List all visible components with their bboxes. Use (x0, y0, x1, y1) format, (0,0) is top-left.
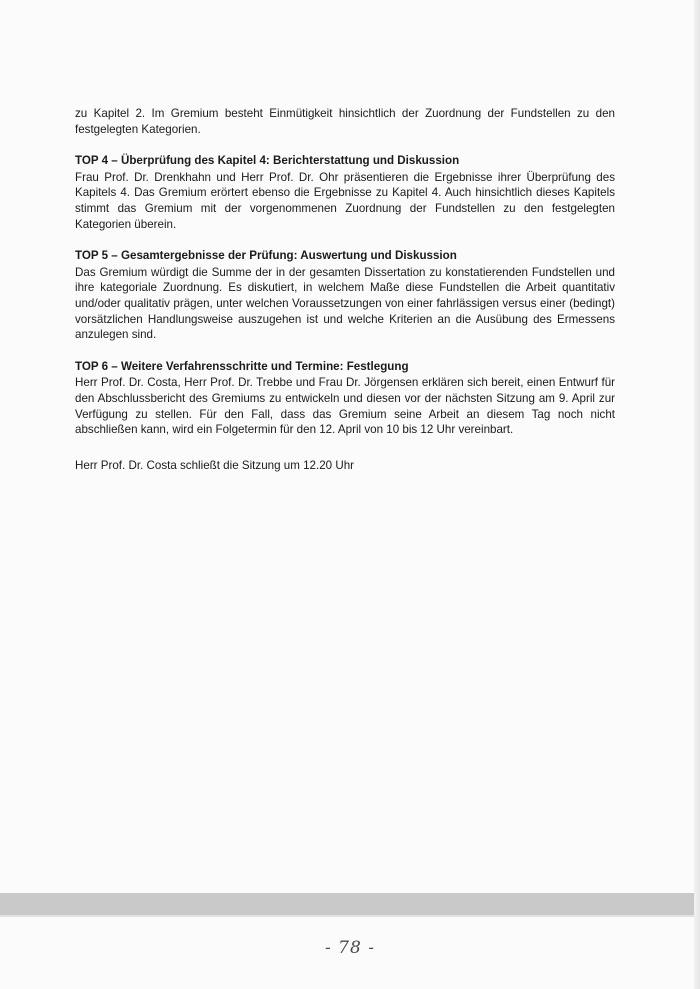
closing-statement: Herr Prof. Dr. Costa schließt die Sitzung um 12.20 Uhr (75, 458, 355, 472)
section-top-5 (75, 248, 615, 343)
section-top-6 (75, 359, 615, 438)
handwritten-page-number: - 78 - (325, 938, 375, 958)
intro-paragraph: zu Kapitel 2. Im Gremium besteht Einmütigkeit hinsichtlich der Zuordnung der Fundstellen zu den festgelegten Kategorien. (75, 107, 615, 136)
section-body: Das Gremium würdigt die Summe der in der gesamten Dissertation zu konstatierenden Fundstellen und ihre kategoriale Zuordnung. Es diskutiert, in welchem Maße diese Fundstellen die Arbeit quantitativ und/oder qualitativ prägen, unter welchen Voraussetzungen von einer fahrlässigen versus einer (bedingt) vorsätzlichen Handlungsweise auszugehen ist und welche Kriterien an die Ausübung des Ermessens anzulegen sind. (75, 265, 615, 342)
section-heading: TOP 6 – Weitere Verfahrensschritte und Termine: Festlegung (75, 359, 409, 373)
section-top-4 (75, 153, 615, 232)
section-heading: TOP 5 – Gesamtergebnisse der Prüfung: Auswertung und Diskussion (75, 249, 457, 263)
section-body: Frau Prof. Dr. Drenkhahn und Herr Prof. Dr. Ohr präsentieren die Ergebnisse ihrer Überprüfung des Kapitels 4. Das Gremium erörtert ebenso die Ergebnisse zu Kapitel 4. Auch hinsichtlich dieses Kapitels stimmt das Gremium mit der vorgenommenen Zuordnung der Fundstellen zu den festgelegten Kategorien überein. (75, 170, 615, 231)
document-body (75, 106, 615, 473)
section-body: Herr Prof. Dr. Costa, Herr Prof. Dr. Trebbe und Frau Dr. Jörgensen erklären sich bereit, einen Entwurf für den Abschlussbericht des Gremiums zu entwickeln und diesen vor der nächsten Sitzung am 9. April zur Verfügung zu stellen. Für den Fall, dass das Gremium seine Arbeit an diesem Tag noch nicht abschließen kann, wird ein Folgetermin für den 12. April von 10 bis 12 Uhr vereinbart. (75, 376, 615, 437)
scan-shadow-band (0, 893, 700, 915)
page-edge (694, 0, 700, 989)
scan-shadow-edge (0, 915, 700, 917)
section-heading: TOP 4 – Überprüfung des Kapitel 4: Berichterstattung und Diskussion (75, 154, 460, 168)
